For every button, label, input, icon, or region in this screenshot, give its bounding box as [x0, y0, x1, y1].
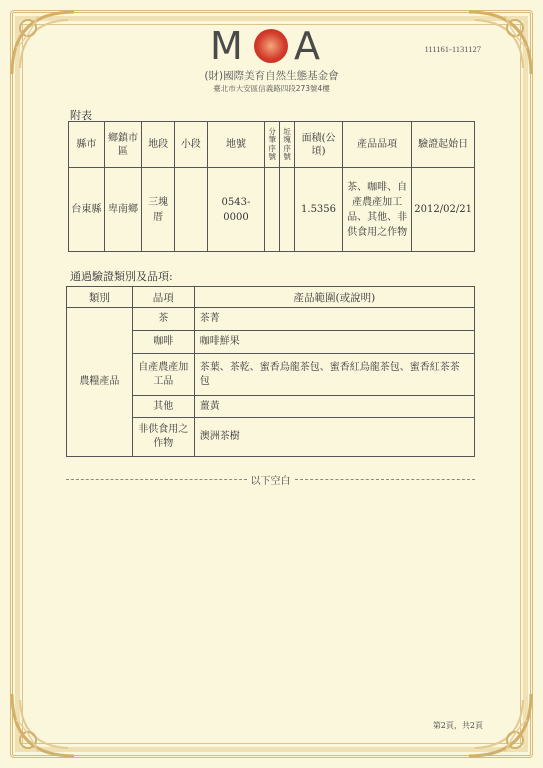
cell-item: 非供食用之作物	[132, 418, 194, 457]
cell-scope: 茶葉、茶乾、蜜香烏龍茶包、蜜香紅烏龍茶包、蜜香紅茶茶包	[194, 354, 474, 396]
cell-county: 台東縣	[69, 168, 105, 252]
cell-start-date: 2012/02/21	[412, 168, 475, 252]
header-parcel-no: 坵塊序號	[280, 122, 295, 168]
organization-name: (財)國際美育自然生態基金會	[204, 70, 339, 82]
header-subsection: 小段	[174, 122, 207, 168]
items-title: 通過驗證類別及品項:	[70, 270, 173, 283]
header-category: 類別	[67, 287, 133, 308]
cell-scope: 茶菁	[194, 308, 474, 331]
cell-item: 自產農產加工品	[132, 354, 194, 396]
items-table-header-row	[67, 287, 475, 308]
corner-ornament-icon	[8, 690, 78, 760]
header-county: 縣市	[69, 122, 105, 168]
annex-title: 附表	[70, 109, 92, 122]
logo-letter-m: M	[210, 24, 244, 68]
header-start-date: 驗證起始日	[412, 122, 475, 168]
table-row	[69, 168, 475, 252]
cell-lot-no: 0543-0000	[207, 168, 265, 252]
logo-circle-icon	[254, 29, 288, 63]
header-products: 產品品項	[342, 122, 411, 168]
cell-split-no	[265, 168, 280, 252]
land-table-header-row	[69, 122, 475, 168]
header-scope: 產品範圍(或說明)	[194, 287, 474, 308]
blank-below-text: 以下空白	[250, 476, 291, 487]
land-table	[68, 121, 475, 252]
cell-item: 其他	[132, 396, 194, 418]
header-township: 鄉鎮市區	[104, 122, 142, 168]
cell-parcel-no	[280, 168, 295, 252]
moa-logo	[210, 26, 330, 66]
header-area: 面積(公頃)	[295, 122, 343, 168]
divider	[66, 479, 247, 480]
cell-category: 農糧產品	[67, 308, 133, 457]
cell-township: 卑南鄉	[104, 168, 142, 252]
cell-item: 咖啡	[132, 331, 194, 354]
organization-address: 臺北市大安區信義路四段273號4樓	[213, 84, 330, 93]
cell-scope: 澳洲茶樹	[194, 418, 474, 457]
cell-item: 茶	[132, 308, 194, 331]
cell-scope: 薑黃	[194, 396, 474, 418]
header-section: 地段	[142, 122, 175, 168]
blank-below-note	[66, 472, 475, 487]
cell-subsection	[174, 168, 207, 252]
cell-section: 三塊厝	[142, 168, 175, 252]
divider	[295, 479, 476, 480]
cell-area: 1.5356	[295, 168, 343, 252]
logo-letter-a: A	[294, 24, 321, 68]
header-split-no: 分筆序號	[265, 122, 280, 168]
cell-scope: 咖啡鮮果	[194, 331, 474, 354]
table-row	[67, 308, 475, 331]
header-item: 品項	[132, 287, 194, 308]
certificate-number: 111161-1131127	[424, 44, 481, 54]
cell-products: 茶、咖啡、自產農產加工品、其他、非供食用之作物	[342, 168, 411, 252]
header-lot-no: 地號	[207, 122, 265, 168]
items-table	[66, 286, 475, 457]
page-number: 第2頁，共2頁	[432, 721, 483, 730]
